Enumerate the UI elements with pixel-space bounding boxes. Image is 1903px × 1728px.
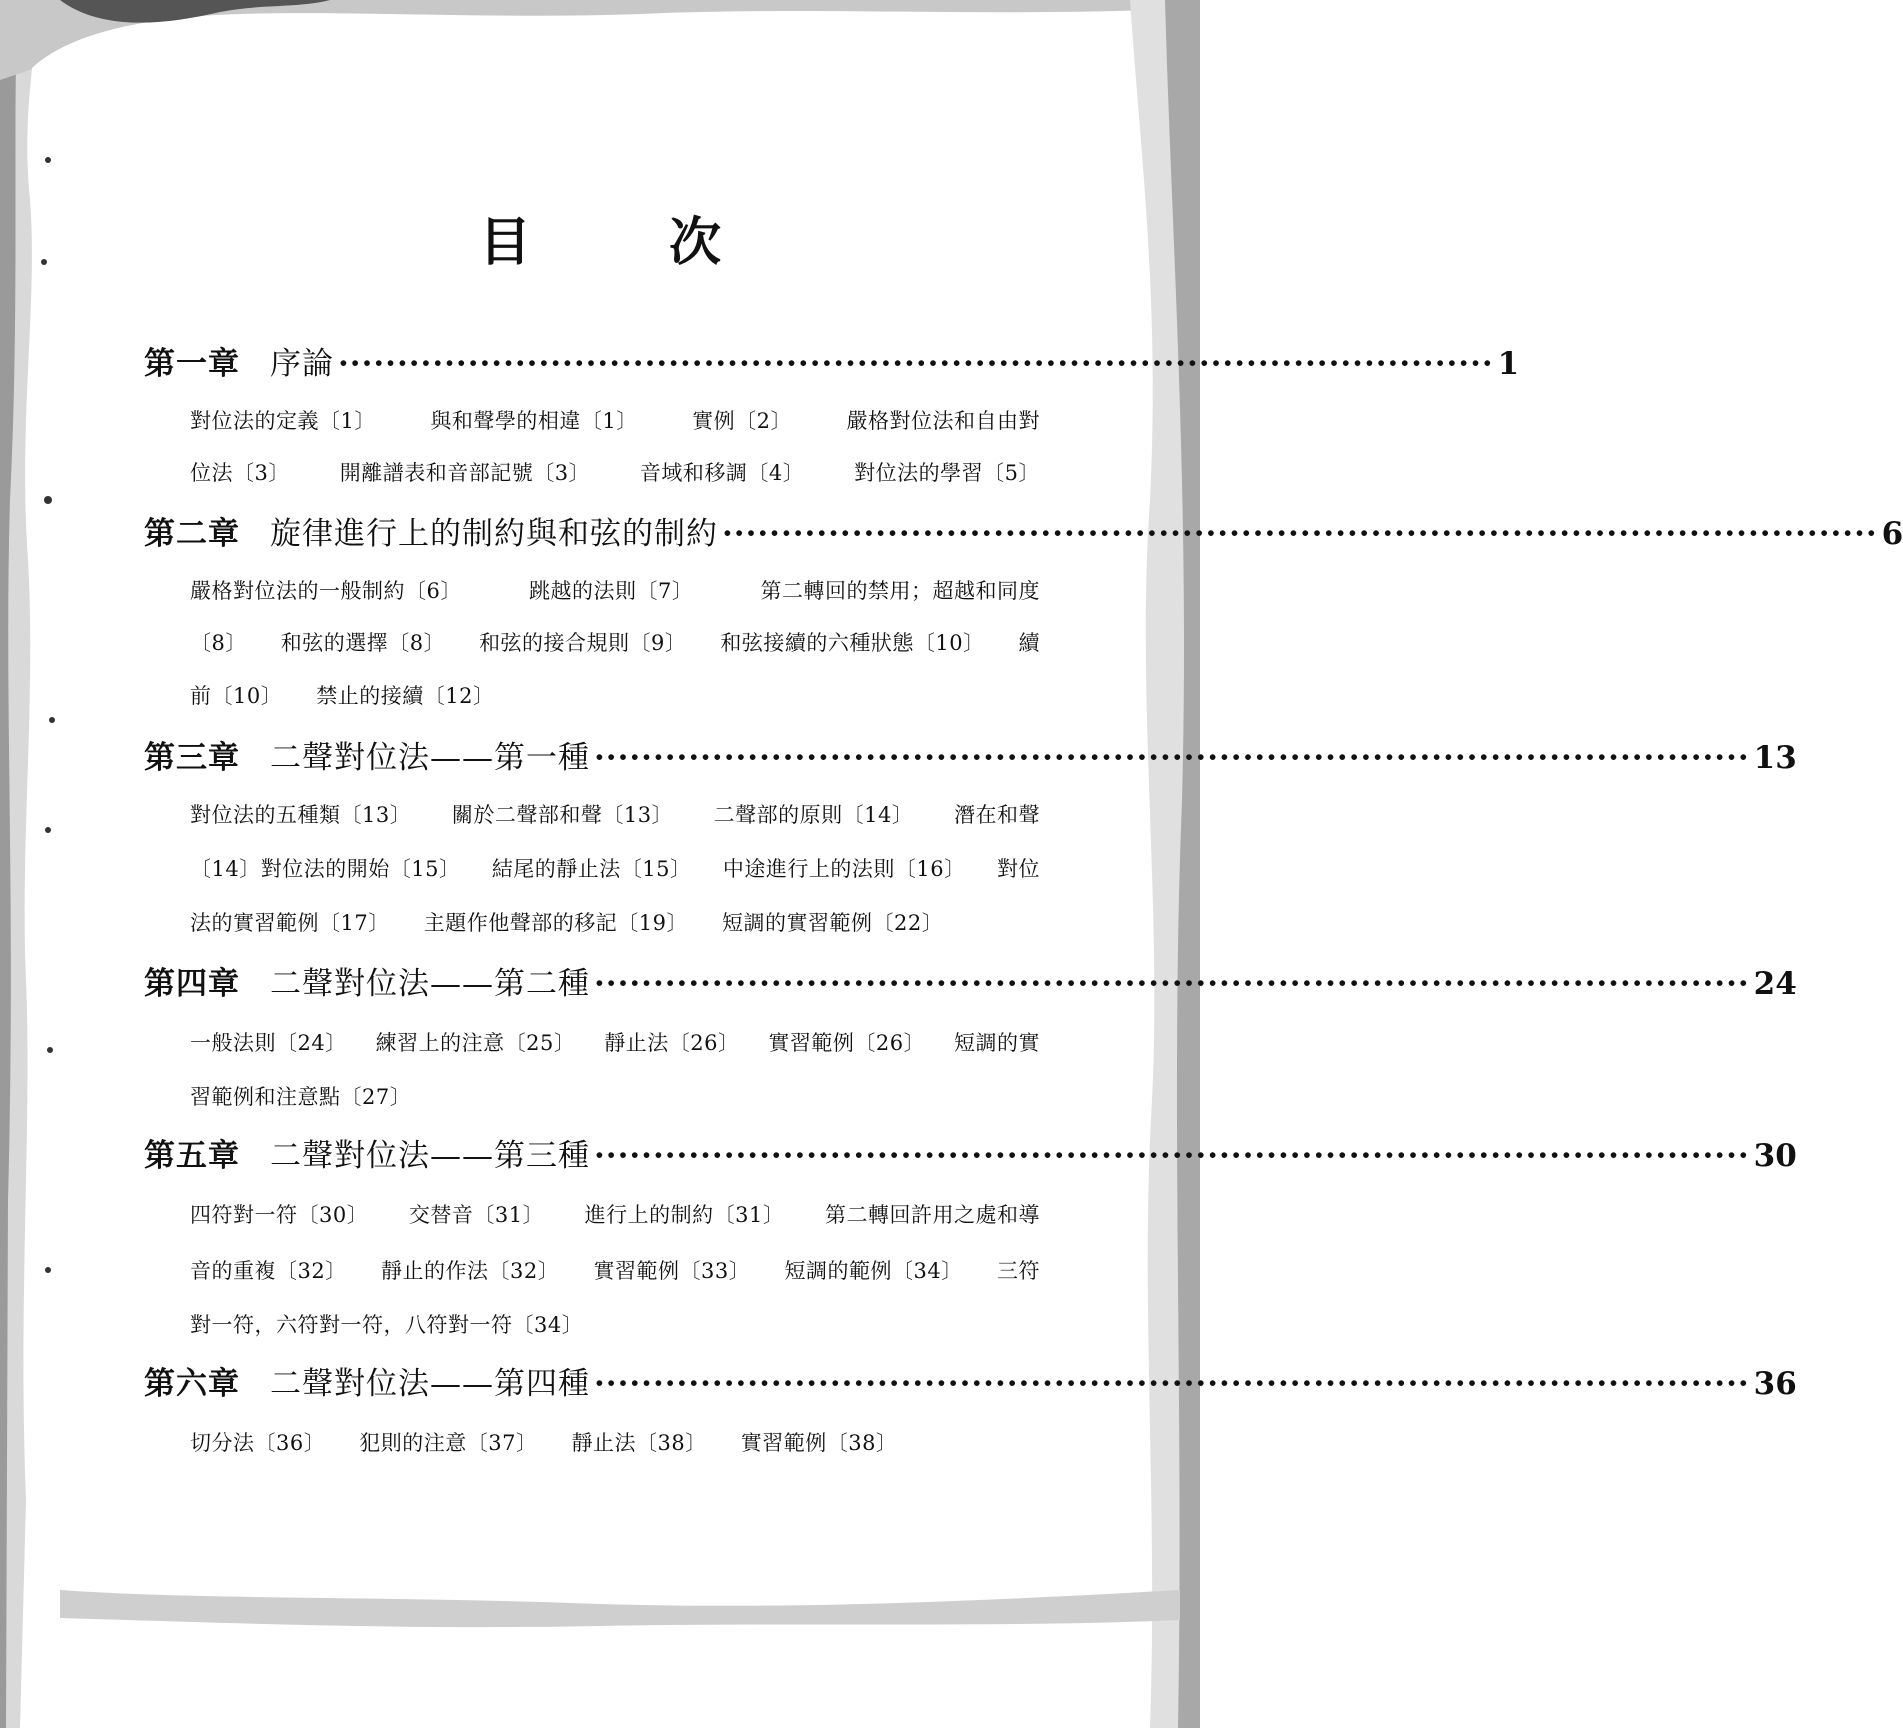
chapter-5-topics-line-2 [190,1258,1040,1284]
topic-item: 靜止的作法〔32〕 [381,1259,560,1283]
topic-item: 犯則的注意〔37〕 [359,1431,538,1455]
topic-item: 短調的範例〔34〕 [784,1259,963,1283]
chapter-4-entry [144,964,1797,1004]
dot-leader: ·································································································· [594,1138,1750,1174]
topic-item: 對位 [997,857,1040,881]
chapter-page-number: 36 [1753,1366,1797,1402]
chapter-name: 二聲對位法——第三種 [270,1138,590,1174]
topic-item: 短調的實習範例〔22〕 [721,911,944,935]
topic-item: 實習範例〔38〕 [740,1431,898,1455]
topic-item: 和弦的接合規則〔9〕 [479,631,687,655]
chapter-label: 第五章 [144,1138,240,1174]
topic-item: 主題作他聲部的移記〔19〕 [423,911,688,935]
chapter-label: 第四章 [144,966,240,1002]
topic-item: 切分法〔36〕 [190,1431,326,1455]
chapter-label: 第三章 [144,740,240,776]
chapter-4-topics-line-1 [190,1030,1040,1056]
chapter-3-topics-line-1 [190,802,1040,828]
chapter-page-number: 30 [1753,1138,1797,1174]
topic-item: 位法〔3〕 [190,461,290,485]
topic-item: 開離譜表和音部記號〔3〕 [339,461,591,485]
topic-item: 實習範例〔33〕 [593,1259,751,1283]
topic-item: 關於二聲部和聲〔13〕 [451,803,674,827]
topic-item: 一般法則〔24〕 [190,1031,347,1055]
topic-item: 對位法的學習〔5〕 [854,461,1040,485]
topic-item: 交替音〔31〕 [408,1203,545,1227]
chapter-3-entry [144,738,1797,778]
topic-item: 練習上的注意〔25〕 [375,1031,576,1055]
chapter-5-topics-line-3 [190,1312,1040,1338]
chapter-name: 二聲對位法——第四種 [270,1366,590,1402]
chapter-name: 序論 [270,346,334,382]
page-title: 目 次 [478,212,782,273]
chapter-1-topics-line-2 [190,460,1040,486]
dot-leader: ·································································································· [594,740,1750,776]
topic-item: 潛在和聲 [953,803,1040,827]
topic-item: 續 [1018,631,1040,655]
topic-item: 四符對一符〔30〕 [190,1203,369,1227]
chapter-label: 第一章 [144,346,240,382]
topic-item: 二聲部的原則〔14〕 [713,803,914,827]
chapter-3-topics-line-2 [190,856,1040,882]
topic-item: 跳越的法則〔7〕 [529,579,694,603]
chapter-page-number: 13 [1753,740,1797,776]
chapter-5-topics-line-1 [190,1202,1040,1228]
chapter-page-number: 1 [1497,346,1520,382]
topic-item: 〔8〕 [190,631,247,655]
chapter-page-number: 24 [1753,966,1797,1002]
chapter-label: 第二章 [144,516,240,552]
topic-item: 三符 [997,1259,1040,1283]
topic-item: 習範例和注意點〔27〕 [190,1085,412,1109]
chapter-5-entry [144,1136,1797,1176]
topic-item: 短調的實 [954,1031,1040,1055]
chapter-2-entry [144,514,1903,554]
chapter-3-topics-line-3 [190,910,1040,936]
chapter-label: 第六章 [144,1366,240,1402]
topic-item: 結尾的靜止法〔15〕 [491,857,692,881]
topic-item: 禁止的接續〔12〕 [316,684,495,708]
topic-item: 實習範例〔26〕 [768,1031,926,1055]
topic-item: 〔14〕對位法的開始〔15〕 [190,857,461,881]
topic-item: 音的重複〔32〕 [190,1259,347,1283]
chapter-name: 二聲對位法——第二種 [270,966,590,1002]
chapter-2-topics-line-1 [190,578,1040,604]
topic-item: 嚴格對位法的一般制約〔6〕 [190,579,462,603]
topic-item: 進行上的制約〔31〕 [584,1203,785,1227]
dot-leader: ·································································································· [722,516,1878,552]
topic-item: 對位法的定義〔1〕 [190,409,376,433]
dot-leader: ·································································································· [594,1366,1750,1402]
chapter-2-topics-line-3 [190,683,1040,709]
topic-item: 嚴格對位法和自由對 [846,409,1040,433]
chapter-6-entry [144,1364,1797,1404]
topic-item: 靜止法〔26〕 [604,1031,740,1055]
topic-item: 與和聲學的相違〔1〕 [430,409,638,433]
topic-item: 法的實習範例〔17〕 [190,911,390,935]
chapter-4-topics-line-2 [190,1084,1040,1110]
chapter-1-entry [144,344,1520,384]
chapter-name: 二聲對位法——第一種 [270,740,590,776]
topic-item: 第二轉回的禁用；超越和同度 [760,579,1040,603]
topic-item: 前〔10〕 [190,684,283,708]
topic-item: 中途進行上的法則〔16〕 [722,857,966,881]
chapter-page-number: 6 [1881,516,1903,552]
topic-item: 和弦接續的六種狀態〔10〕 [720,631,985,655]
chapter-6-topics-line-1 [190,1430,1040,1456]
chapter-1-topics-line-1 [190,408,1040,434]
chapter-2-topics-line-2 [190,630,1040,656]
topic-item: 第二轉回許用之處和導 [824,1203,1040,1227]
chapter-name: 旋律進行上的制約與和弦的制約 [270,516,718,552]
dot-leader: ·································································································· [338,346,1494,382]
topic-item: 對位法的五種類〔13〕 [190,803,412,827]
topic-item: 和弦的選擇〔8〕 [280,631,446,655]
topic-item: 音域和移調〔4〕 [639,461,805,485]
topic-item: 靜止法〔38〕 [571,1431,707,1455]
topic-item: 實例〔2〕 [692,409,793,433]
topic-item: 對一符，六符對一符，八符對一符〔34〕 [190,1313,584,1337]
dot-leader: ·································································································· [594,966,1750,1002]
